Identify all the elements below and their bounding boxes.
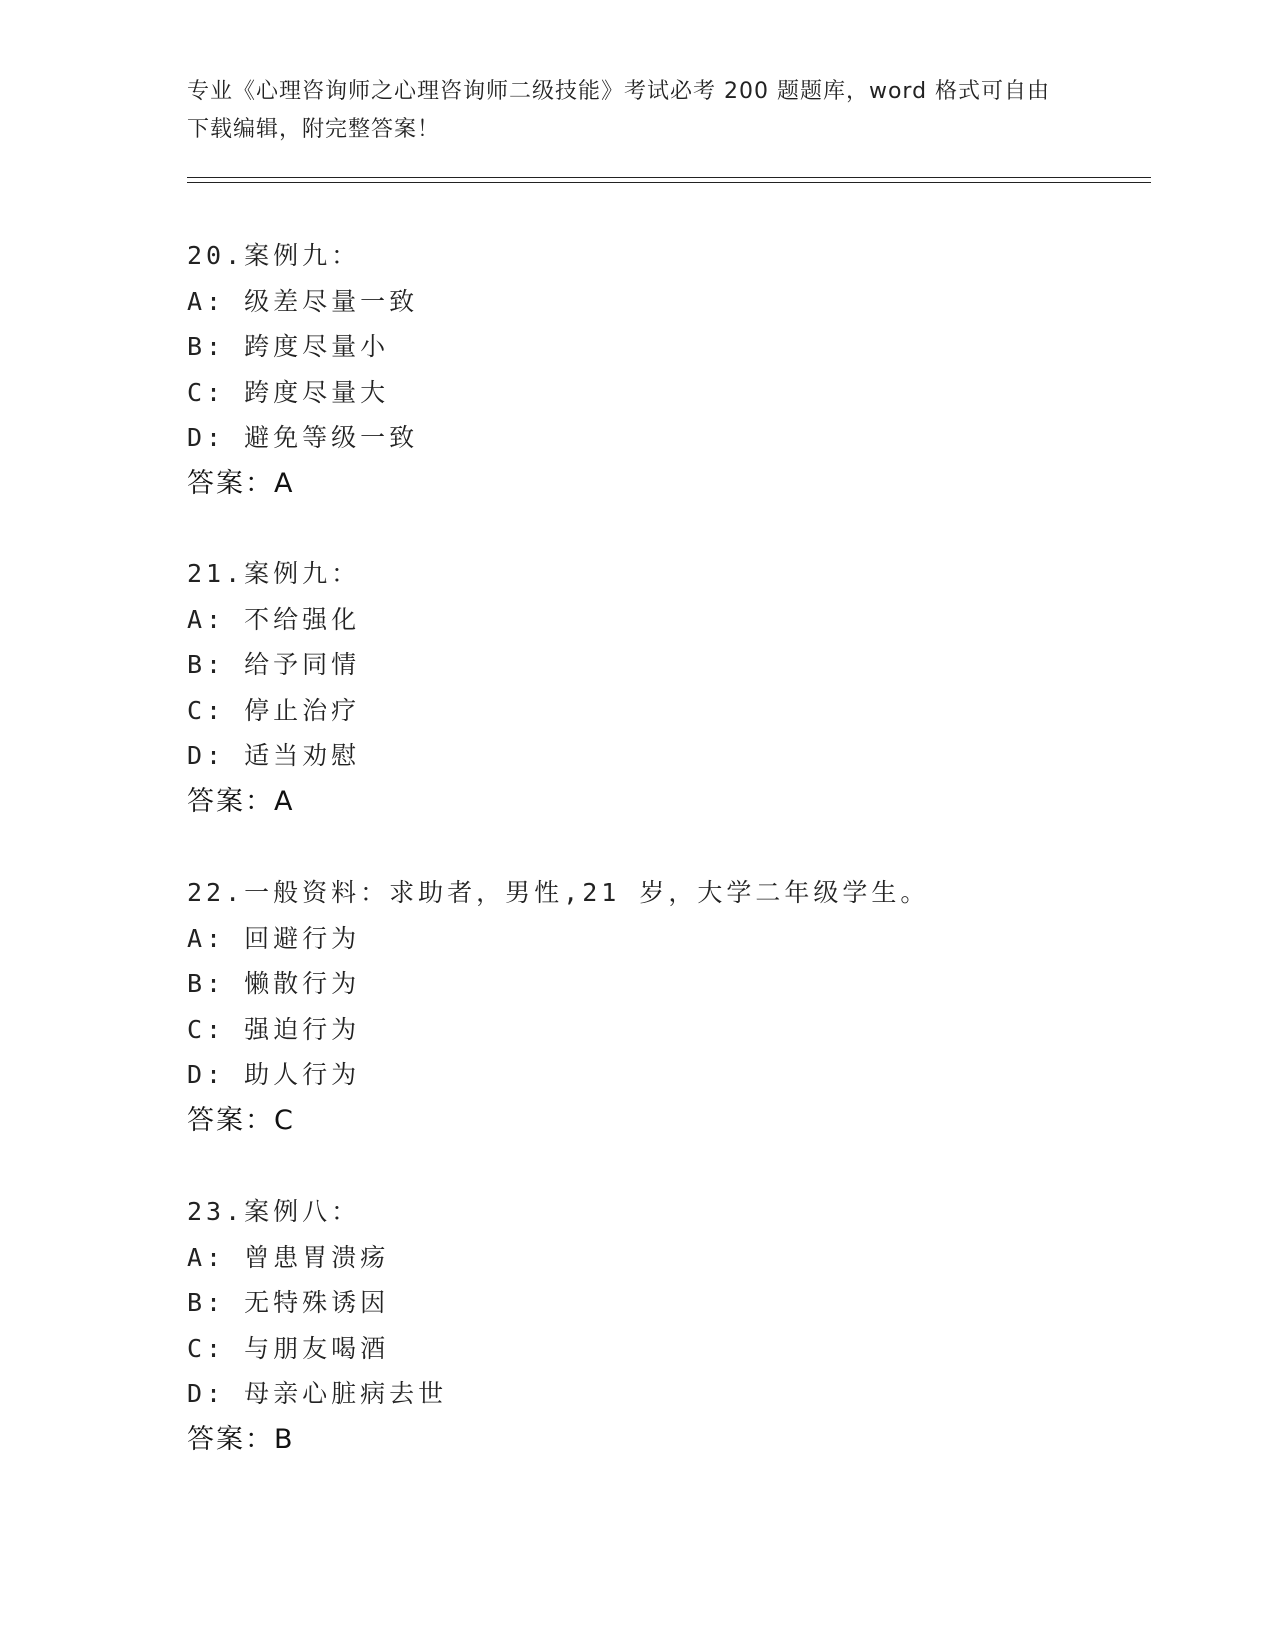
question-stem: 22.一般资料：求助者，男性,21 岁，大学二年级学生。 — [187, 878, 930, 907]
option-c: C: 强迫行为 — [187, 1014, 361, 1044]
option-b: B: 跨度尽量小 — [187, 332, 390, 361]
option-b: B: 给予同情 — [187, 650, 361, 679]
option-a: A: 曾患胃溃疡 — [187, 1242, 390, 1272]
option-c: C: 跨度尽量大 — [187, 377, 390, 407]
option-d: D: 助人行为 — [187, 1060, 361, 1089]
option-d: D: 适当劝慰 — [187, 741, 361, 770]
question-block — [187, 551, 1147, 824]
question-block — [187, 1189, 1147, 1462]
option-a: A: 级差尽量一致 — [187, 286, 419, 316]
question-block — [187, 870, 1147, 1143]
header-divider-top — [187, 177, 1151, 178]
option-a: A: 回避行为 — [187, 923, 361, 953]
question-stem: 20.案例九： — [187, 241, 361, 270]
option-a: A: 不给强化 — [187, 604, 361, 634]
header-divider-bottom — [187, 182, 1151, 183]
option-c: C: 停止治疗 — [187, 695, 361, 725]
option-c: C: 与朋友喝酒 — [187, 1333, 390, 1363]
question-stem: 21.案例九： — [187, 559, 361, 588]
answer-line: 答案：B — [187, 1423, 295, 1455]
answer-line: 答案：C — [187, 1104, 295, 1136]
answer-line: 答案：A — [187, 467, 295, 499]
answer-line: 答案：A — [187, 785, 295, 817]
option-b: B: 无特殊诱因 — [187, 1288, 390, 1317]
document-header: 专业《心理咨询师之心理咨询师二级技能》考试必考 200 题题库，word 格式可自由下载编辑，附完整答案！ — [187, 79, 1051, 142]
question-block — [187, 233, 1147, 506]
option-b: B: 懒散行为 — [187, 969, 361, 998]
question-stem: 23.案例八： — [187, 1197, 361, 1226]
option-d: D: 母亲心脏病去世 — [187, 1379, 448, 1408]
option-d: D: 避免等级一致 — [187, 423, 419, 452]
